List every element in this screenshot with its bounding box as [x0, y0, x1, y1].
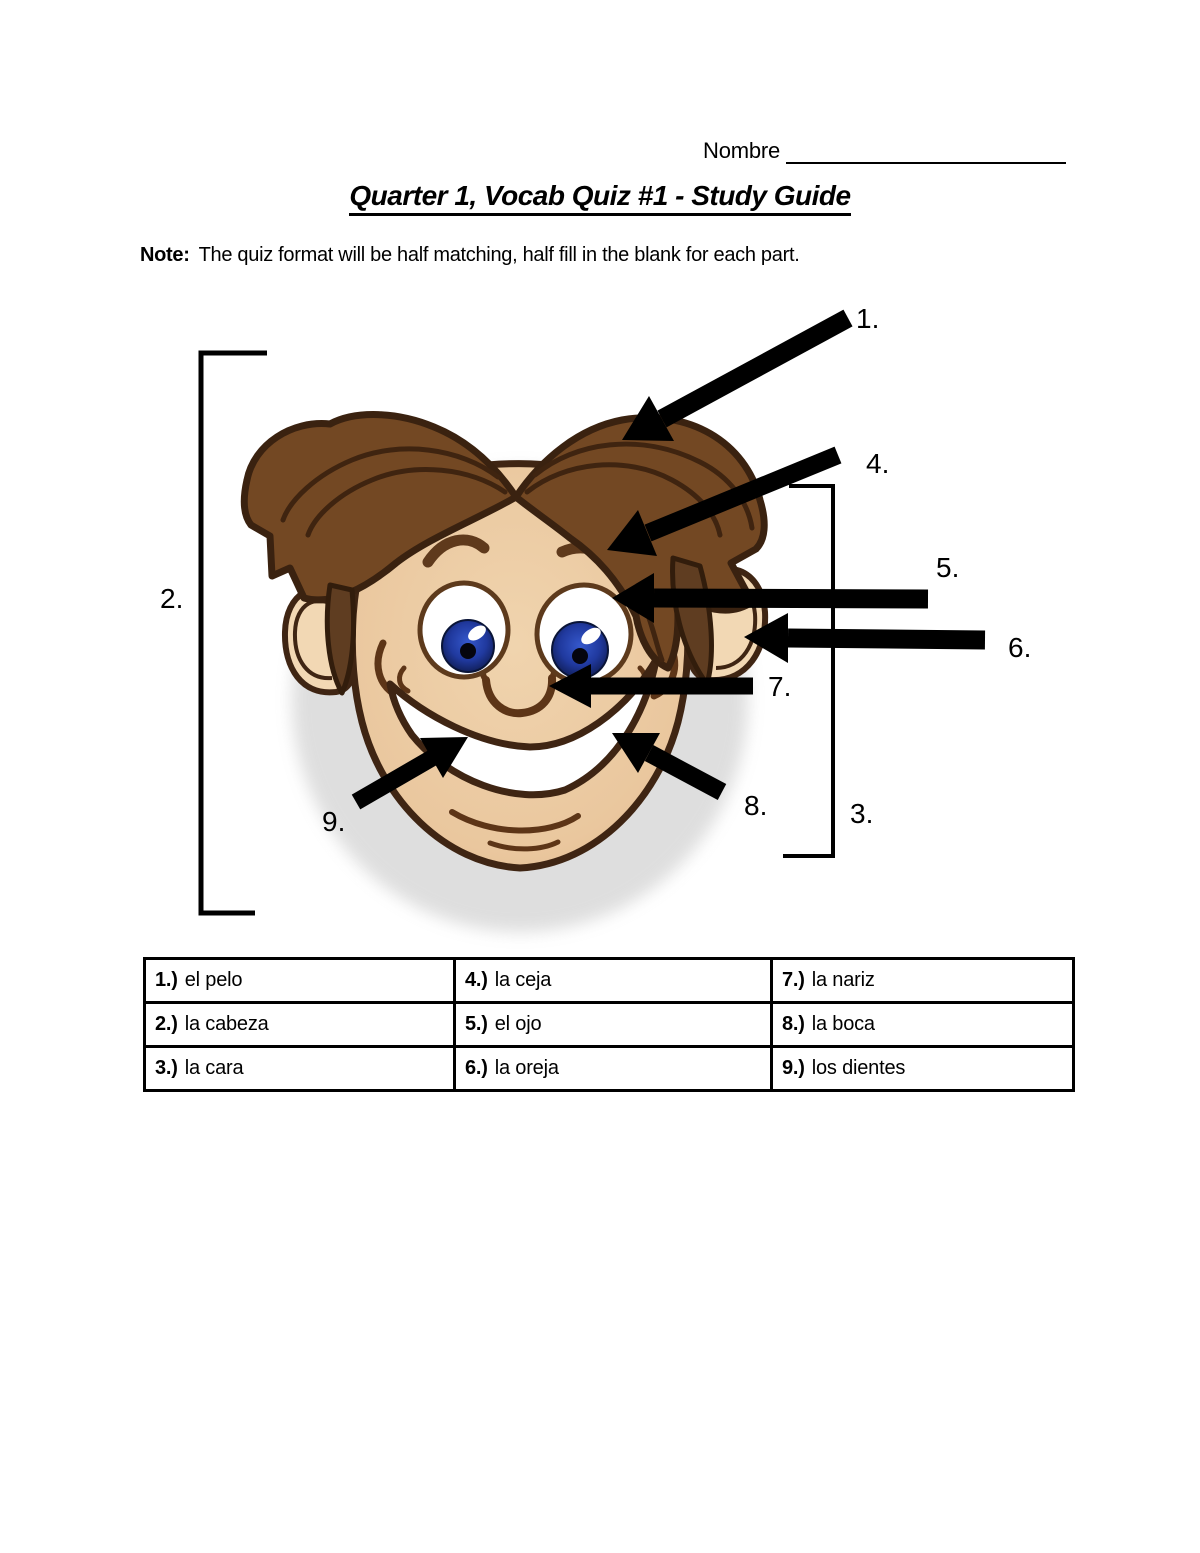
left-eye — [420, 583, 508, 677]
name-row — [703, 138, 1066, 164]
face-diagram — [140, 290, 1090, 950]
figure-label-1: 1. — [856, 303, 880, 334]
vocab-cell: 9.) los dientes — [772, 1047, 1074, 1091]
figure-label-2: 2. — [160, 583, 184, 614]
note-row — [140, 244, 799, 267]
vocab-row-1 — [145, 959, 1074, 1003]
figure-label-4: 4. — [866, 448, 890, 479]
name-label: Nombre — [703, 138, 781, 163]
face-diagram-figure — [140, 290, 1090, 950]
vocab-cell: 6.) la oreja — [455, 1047, 772, 1091]
vocab-row-3 — [145, 1047, 1074, 1091]
note-label: Note: — [140, 244, 190, 266]
note-text: The quiz format will be half matching, half fill in the blank for each part. — [198, 244, 800, 266]
page-title — [0, 180, 1200, 212]
vocab-cell: 2.) la cabeza — [145, 1003, 455, 1047]
figure-label-3: 3. — [850, 798, 874, 829]
figure-label-5: 5. — [936, 552, 960, 583]
vocab-cell: 8.) la boca — [772, 1003, 1074, 1047]
figure-label-7: 7. — [768, 671, 792, 702]
vocab-cell: 3.) la cara — [145, 1047, 455, 1091]
page-title-text: Quarter 1, Vocab Quiz #1 - Study Guide — [349, 180, 850, 216]
vocab-cell: 7.) la nariz — [772, 959, 1074, 1003]
figure-label-8: 8. — [744, 790, 768, 821]
vocab-cell: 4.) la ceja — [455, 959, 772, 1003]
arrow-6-ear — [744, 613, 985, 663]
left-pupil — [460, 643, 476, 659]
right-pupil — [572, 648, 588, 664]
name-blank-line — [786, 140, 1066, 164]
vocab-cell: 5.) el ojo — [455, 1003, 772, 1047]
vocab-table — [143, 957, 1075, 1092]
vocab-row-2 — [145, 1003, 1074, 1047]
figure-label-6: 6. — [1008, 632, 1032, 663]
arrow-1-hair — [622, 318, 848, 441]
figure-label-9: 9. — [322, 806, 346, 837]
left-bracket-head — [201, 353, 267, 913]
vocab-cell: 1.) el pelo — [145, 959, 455, 1003]
